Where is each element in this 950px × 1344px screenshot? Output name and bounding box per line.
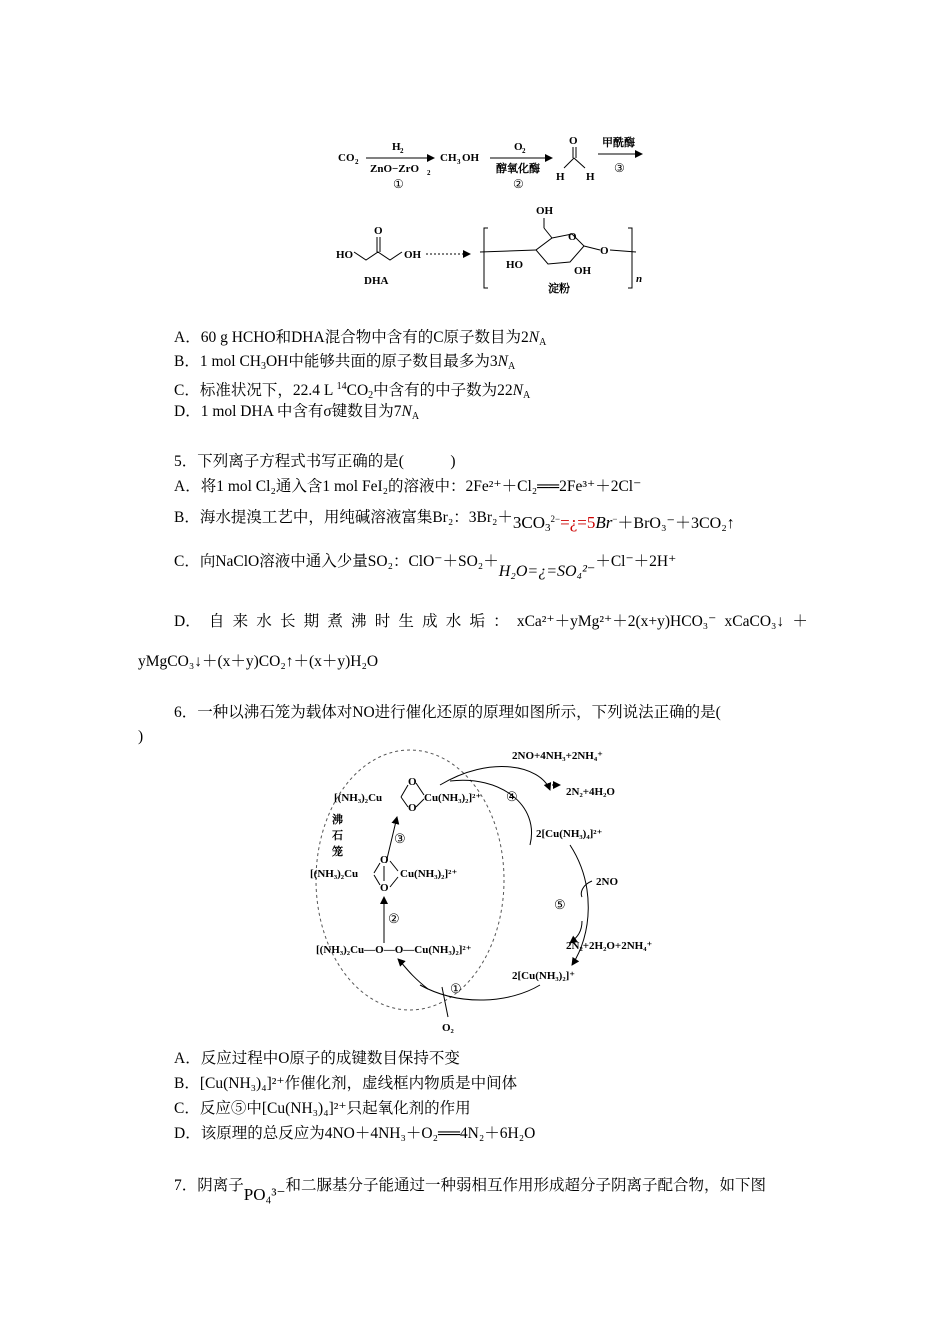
q6-option-b: B．[Cu(NH₃)₄]²⁺作催化剂，虚线框内物质是中间体 — [174, 1075, 518, 1092]
svg-text:O: O — [374, 225, 383, 237]
svg-text:甲酰酶: 甲酰酶 — [602, 137, 635, 149]
svg-text:沸: 沸 — [332, 814, 343, 826]
svg-text:2[Cu(NH₃)₄]²⁺: 2[Cu(NH₃)₄]²⁺ — [536, 828, 603, 840]
svg-text:2: 2 — [522, 147, 526, 155]
svg-text:O: O — [600, 245, 609, 257]
q6-stem: 6．一种以沸石笼为载体对NO进行催化还原的原理如图所示，下列说法正确的是( — [174, 704, 721, 721]
q5-option-d-cont: yMgCO₃↓＋(x＋y)CO₂↑＋(x＋y)H₂O — [138, 653, 379, 670]
q5-option-c: C．向NaClO溶液中通入少量SO₂：ClO⁻＋SO₂＋H₂O=¿=SO₄²⁻＋Cl⁻＋2H⁺ — [174, 553, 677, 580]
svg-text:[(NH₃)₂Cu: [(NH₃)₂Cu — [310, 868, 359, 880]
svg-text:H: H — [392, 141, 401, 153]
q5-option-d: D． 自 来 水 长 期 煮 沸 时 生 成 水 垢 ： xCa²⁺＋yMg²⁺＋2(x+y)HCO₃⁻ xCaCO₃↓ ＋ — [174, 613, 808, 630]
svg-text:石: 石 — [332, 830, 343, 842]
q4-option-c: C．标准状况下，22.4 L $^{14}CO_2$中含有的中子数为$22N_A$ — [174, 381, 531, 401]
svg-text:O: O — [408, 776, 417, 788]
synthesis-scheme — [330, 128, 670, 300]
svg-text:HO: HO — [506, 259, 524, 271]
svg-text:②: ② — [513, 177, 524, 191]
svg-text:HO: HO — [336, 249, 354, 261]
svg-text:2: 2 — [400, 147, 404, 155]
svg-text:[(NH₃)₂Cu—O—O—Cu(NH₃)₂]²⁺: [(NH₃)₂Cu—O—O—Cu(NH₃)₂]²⁺ — [316, 944, 472, 956]
svg-text:2N₂+2H₂O+2NH₄⁺: 2N₂+2H₂O+2NH₄⁺ — [566, 940, 653, 952]
svg-text:CH: CH — [440, 152, 457, 164]
svg-text:2NO+4NH₃+2NH₄⁺: 2NO+4NH₃+2NH₄⁺ — [512, 750, 603, 762]
svg-text:Cu(NH₃)₂]²⁺: Cu(NH₃)₂]²⁺ — [400, 868, 458, 880]
svg-text:③: ③ — [614, 161, 625, 175]
svg-text:O: O — [408, 802, 417, 814]
svg-text:2N₂+4H₂O: 2N₂+4H₂O — [566, 786, 615, 798]
svg-text:O: O — [380, 882, 389, 894]
q6-option-c: C．反应⑤中[Cu(NH₃)₄]²⁺只起氧化剂的作用 — [174, 1100, 471, 1117]
svg-text:O: O — [568, 231, 577, 243]
q6-option-a: A．反应过程中O原子的成键数目保持不变 — [174, 1050, 460, 1067]
phosphate-ion: PO₄³⁻ — [243, 1185, 286, 1204]
svg-text:ZnO−ZrO: ZnO−ZrO — [370, 163, 420, 175]
q4-option-b: B．1 mol $CH_3OH$中能够共面的原子数目最多为$3N_A$ — [174, 353, 516, 372]
q5-option-a: A．将1 mol Cl₂通入含1 mol FeI₂的溶液中：2Fe²⁺＋Cl₂══2Fe³⁺＋2Cl⁻ — [174, 478, 642, 495]
svg-text:OH: OH — [404, 249, 422, 261]
co2-label: CO — [338, 152, 355, 164]
q7-stem: 7．阴离子PO₄³⁻和二脲基分子能通过一种弱相互作用形成超分子阴离子配合物，如下图 — [174, 1177, 767, 1204]
svg-text:笼: 笼 — [332, 846, 343, 858]
svg-text:[(NH₃)₂Cu: [(NH₃)₂Cu — [334, 792, 383, 804]
svg-text:2: 2 — [355, 158, 359, 166]
svg-text:①: ① — [450, 981, 462, 996]
svg-text:③: ③ — [394, 831, 406, 846]
svg-text:3: 3 — [457, 158, 461, 166]
q4-option-a: A．60 g HCHO和DHA混合物中含有的C原子数目为$2N_A$ — [174, 329, 547, 348]
svg-text:2NO: 2NO — [596, 876, 618, 888]
svg-text:DHA: DHA — [364, 275, 389, 287]
svg-text:2[Cu(NH₃)₂]⁺: 2[Cu(NH₃)₂]⁺ — [512, 970, 576, 982]
q6-stem-cont: ) — [138, 728, 144, 745]
svg-text:Cu(NH₃)₂]²⁺: Cu(NH₃)₂]²⁺ — [424, 792, 482, 804]
svg-text:n: n — [636, 273, 643, 285]
q5-stem: 5．下列离子方程式书写正确的是( ) — [174, 453, 456, 470]
svg-text:OH: OH — [536, 205, 554, 217]
svg-text:H: H — [556, 171, 565, 183]
svg-text:醇氧化酶: 醇氧化酶 — [496, 163, 540, 175]
svg-text:O: O — [514, 141, 523, 153]
svg-text:O: O — [569, 135, 578, 147]
svg-text:H: H — [586, 171, 595, 183]
q6-option-d: D．该原理的总反应为4NO＋4NH₃＋O₂══4N₂＋6H₂O — [174, 1125, 536, 1142]
svg-text:⑤: ⑤ — [554, 897, 566, 912]
svg-text:2: 2 — [427, 169, 431, 177]
svg-text:OH: OH — [574, 265, 592, 277]
svg-text:②: ② — [388, 911, 400, 926]
q4-option-d: D．1 mol DHA 中含有σ键数目为$7N_A$ — [174, 403, 420, 422]
svg-text:①: ① — [393, 177, 404, 191]
catalytic-cycle-diagram — [300, 745, 700, 1040]
svg-text:④: ④ — [506, 789, 518, 804]
q5-option-b: B．海水提溴工艺中，用纯碱溶液富集Br₂：$3Br_2+3CO_3^{2-}=¿=5Br^-+BrO_3^-+3CO_2↑$ — [174, 509, 735, 534]
svg-text:O₂: O₂ — [442, 1022, 454, 1034]
svg-text:O: O — [380, 854, 389, 866]
svg-text:淀粉: 淀粉 — [548, 283, 570, 295]
svg-text:OH: OH — [462, 152, 480, 164]
zeolite-cage — [316, 750, 504, 1010]
